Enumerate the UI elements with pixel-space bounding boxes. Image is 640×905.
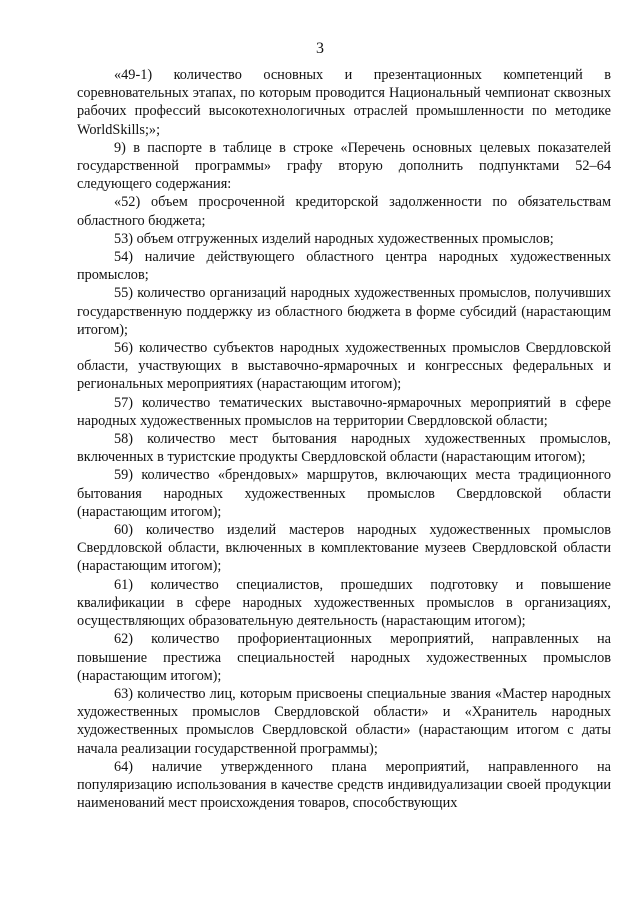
page-number: 3 (316, 40, 324, 57)
paragraph-item-63: 63) количество лиц, которым присвоены специальные звания «Мастер народных художественных промыслов Свердловской области» и «Хранитель народных художественных промыслов Свердловской области» (нарастающим итогом с даты начала реализации государственной программы); (77, 685, 611, 757)
paragraph-item-60: 60) количество изделий мастеров народных художественных промыслов Свердловской области, включенных в комплектование музеев Свердловской области (нарастающим итогом); (77, 522, 611, 575)
paragraph-item-59: 59) количество «брендовых» маршрутов, включающих места традиционного бытования народных художественных промыслов Свердловской области (нарастающим итогом); (77, 467, 611, 520)
paragraph-item-55: 55) количество организаций народных художественных промыслов, получивших государственную поддержку из областного бюджета в форме субсидий (нарастающим итогом); (77, 285, 611, 338)
paragraph-item-58: 58) количество мест бытования народных художественных промыслов, включенных в туристские продукты Свердловской области (нарастающим итогом); (77, 431, 611, 466)
paragraph-item-62: 62) количество профориентационных мероприятий, направленных на повышение престижа специальностей народных художественных промыслов (нарастающим итогом); (77, 631, 611, 684)
paragraph-item-52: «52) объем просроченной кредиторской задолженности по обязательствам областного бюджета; (77, 194, 611, 229)
paragraph-item-54: 54) наличие действующего областного центра народных художественных промыслов; (77, 249, 611, 284)
paragraph-item-56: 56) количество субъектов народных художественных промыслов Свердловской области, участвующих в выставочно-ярмарочных и конгрессных федеральных и региональных мероприятиях (нарастающим итогом); (77, 340, 611, 393)
paragraph-49-1: «49-1) количество основных и презентационных компетенций в соревновательных этапах, по которым проводится Национальный чемпионат сквозных рабочих профессий высокотехнологичных отраслей промышленности по методике WorldSkills;»; (77, 67, 611, 138)
paragraph-item-53: 53) объем отгруженных изделий народных художественных промыслов; (114, 230, 554, 247)
paragraph-item-61: 61) количество специалистов, прошедших подготовку и повышение квалификации в сфере народных художественных промыслов в организациях, осуществляющих образовательную деятельность (нарастающим итогом); (77, 576, 611, 630)
paragraph-item-64: 64) наличие утвержденного плана мероприятий, направленного на популяризацию использования в качестве средств индивидуализации своей продукции наименований мест происхождения товаров, способствующих (77, 758, 611, 812)
document-body (77, 66, 611, 812)
paragraph-item-9: 9) в паспорте в таблице в строке «Перечень основных целевых показателей государственной программы» графу вторую дополнить подпунктами 52–64 следующего содержания: (77, 139, 611, 193)
paragraph-item-57: 57) количество тематических выставочно-ярмарочных мероприятий в сфере народных художественных промыслов на территории Свердловской области; (77, 394, 611, 429)
